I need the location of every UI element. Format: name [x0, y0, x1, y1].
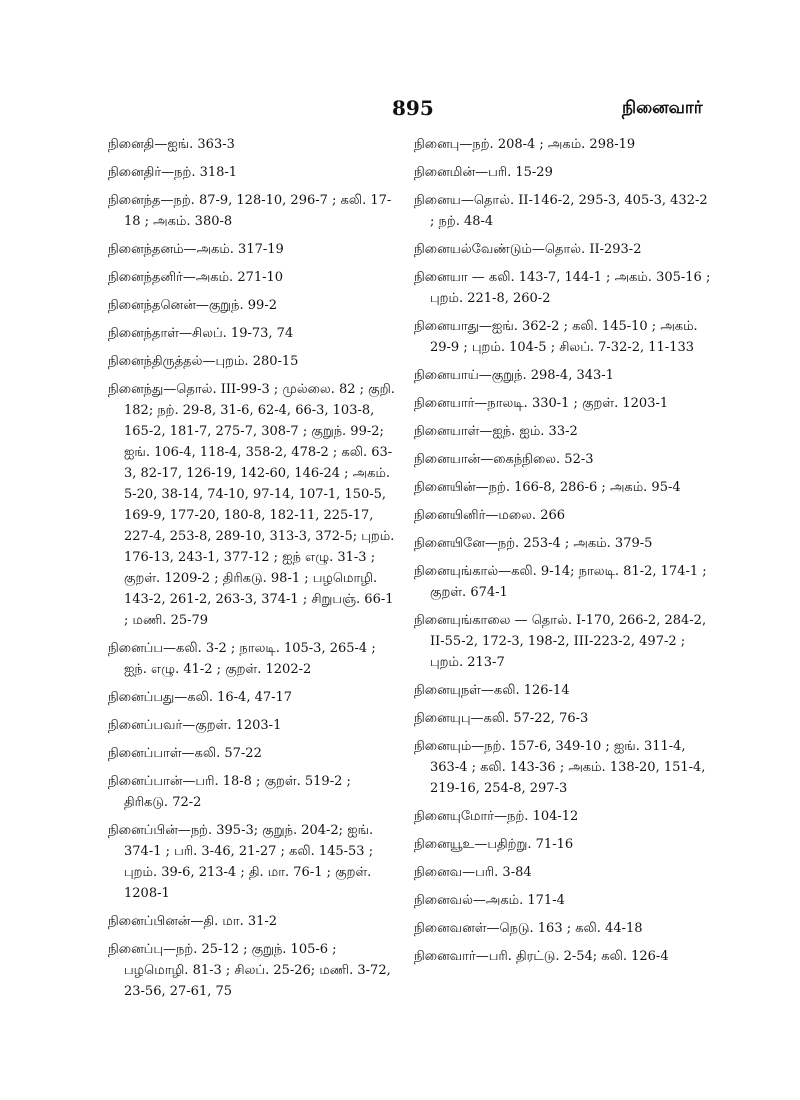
entry-headword: நினைப்பவர்—: [108, 718, 196, 733]
entry-references: சிலப். 19-73, 74: [192, 326, 294, 341]
index-entry: [414, 806, 714, 827]
index-entry: [108, 162, 398, 183]
entry-headword: நினைவனள்—: [414, 921, 500, 936]
index-entry: [414, 421, 714, 442]
entry-headword: நினைப்பான்—: [108, 774, 196, 789]
index-entry: [108, 134, 398, 155]
entry-references: கலி. 3-2 ; நாலடி. 105-3, 265-4 ; ஐந். எழு. 41-2 ; குறள். 1202-2: [124, 641, 376, 677]
entry-references: கலி. 9-14; நாலடி. 81-2, 174-1 ; குறள். 674-1: [430, 564, 707, 600]
entry-headword: நினையினே—: [414, 536, 498, 551]
entry-references: கைந்நிலை. 52-3: [493, 452, 594, 467]
entry-references: ஐங். 362-2 ; கலி. 145-10 ; அகம். 29-9 ; புறம். 104-5 ; சிலப். 7-32-2, 11-133: [430, 319, 698, 355]
entry-headword: நினைப்பது—: [108, 690, 188, 705]
entry-headword: நினைய—: [414, 193, 474, 208]
entry-references: ஐங். 363-3: [167, 137, 235, 152]
entry-references: தொல். III-99-3 ; முல்லை. 82 ; குறி. 182; நற். 29-8, 31-6, 62-4, 66-3, 103-8, 165-2, 181-7, 275-7, 308-7 ; குறுந். 99-2; ஐங். 106-4, 118-4, 358-2, 478-2 ; கலி. 63-3, 82-17, 126-19, 142-60, 146-24 ; அகம். 5-20, 38-14, 74-10, 97-14, 107-1, 150-5, 169-9, 177-20, 180-8, 182-11, 225-17, 227-4, 253-8, 289-10, 313-3, 372-5; புறம். 176-13, 243-1, 377-12 ; ஐந் எழு. 31-3 ; குறள். 1209-2 ; திரிகடு. 98-1 ; பழமொழி. 143-2, 261-2, 263-3, 374-1 ; சிறுபஞ். 66-1 ; மணி. 25-79: [124, 382, 395, 628]
entry-headword: நினையாய்—: [414, 368, 492, 383]
entry-headword: நினைப்ப—: [108, 641, 177, 656]
entry-references: தி. மா. 31-2: [203, 914, 278, 929]
entry-headword: நினையா —: [414, 270, 489, 285]
index-entry: [414, 834, 714, 855]
entry-references: கலி. 57-22: [194, 746, 262, 761]
entry-headword: நினைந்திருத்தல்—: [108, 354, 216, 369]
entry-references: பரி. 3-84: [475, 865, 532, 880]
entry-references: நற். 208-4 ; அகம். 298-19: [472, 137, 636, 152]
entry-headword: நினைந்தனம்—: [108, 242, 197, 257]
entry-references: பரி. 18-8 ; குறள். 519-2 ; திரிகடு. 72-2: [124, 774, 351, 810]
entry-headword: நினைப்பின்—: [108, 823, 191, 838]
entry-headword: நினைதி—: [108, 137, 168, 152]
entry-references: கலி. 126-14: [493, 683, 570, 698]
entry-headword: நினையாது—: [414, 319, 492, 334]
entry-headword: நினையல்வேண்டும்—: [414, 242, 545, 257]
entry-headword: நினையுநள்—: [414, 683, 494, 698]
index-entry: [108, 190, 398, 232]
entry-references: நற். 25-12 ; குறுந். 105-6 ; பழமொழி. 81-3 ; சிலப். 25-26; மணி. 3-72, 23-56, 27-61, 75: [124, 942, 391, 999]
index-entry: [108, 295, 398, 316]
entry-references: கலி. 143-7, 144-1 ; அகம். 305-16 ; புறம். 221-8, 260-2: [430, 270, 711, 306]
entry-references: நற். 253-4 ; அகம். 379-5: [497, 536, 653, 551]
index-entry: [414, 393, 714, 414]
entry-references: அகம். 271-10: [195, 270, 284, 285]
index-entry: [108, 687, 398, 708]
index-entry: [108, 267, 398, 288]
index-entry: [414, 477, 714, 498]
index-entry: [414, 505, 714, 526]
index-entry: [108, 638, 398, 680]
index-entry: [414, 561, 714, 603]
index-entry: [414, 610, 714, 673]
entry-references: அகம். 171-4: [485, 893, 565, 908]
entry-headword: நினைந்த—: [108, 193, 174, 208]
index-entry: [414, 890, 714, 911]
entry-references: தொல். I-170, 266-2, 284-2, II-55-2, 172-3, 198-2, III-223-2, 497-2 ; புறம். 213-7: [430, 613, 707, 670]
entry-headword: நினைபு—: [414, 137, 473, 152]
entry-headword: நினைந்தனிர்—: [108, 270, 196, 285]
index-entry: [108, 379, 398, 631]
index-entry: [414, 449, 714, 470]
right-column: [414, 134, 714, 974]
entry-references: கலி. 57-22, 76-3: [483, 711, 589, 726]
index-entry: [108, 715, 398, 736]
entry-headword: நினையூஉ—: [414, 837, 488, 852]
index-entry: [108, 351, 398, 372]
entry-references: அகம். 317-19: [196, 242, 284, 257]
entry-references: மலை. 266: [498, 508, 566, 523]
entry-references: பதிற்று. 71-16: [487, 837, 574, 852]
entry-headword: நினைந்தனென்—: [108, 298, 209, 313]
entry-headword: நினையுமோர்—: [414, 809, 508, 824]
entry-references: ஐந். ஐம். 33-2: [492, 424, 578, 439]
entry-headword: நினைமின்—: [414, 165, 489, 180]
index-entry: [108, 771, 398, 813]
entry-references: தொல். II-293-2: [544, 242, 642, 257]
entry-references: குறுந். 99-2: [208, 298, 277, 313]
entry-headword: நினைப்பினன்—: [108, 914, 204, 929]
entry-references: குறள். 1203-1: [195, 718, 282, 733]
entry-headword: நினைப்பு—: [108, 942, 177, 957]
index-entry: [414, 365, 714, 386]
index-entry: [414, 862, 714, 883]
entry-references: நற். 157-6, 349-10 ; ஐங். 311-4, 363-4 ; கலி. 143-36 ; அகம். 138-20, 151-4, 219-16, 254-8, 297-3: [430, 739, 706, 796]
index-entry: [414, 918, 714, 939]
entry-headword: நினையினிர்—: [414, 508, 499, 523]
entry-headword: நினையின்—: [414, 480, 489, 495]
index-entry: [414, 533, 714, 554]
index-entry: [108, 743, 398, 764]
entry-headword: நினையுபு—: [414, 711, 484, 726]
index-entry: [108, 323, 398, 344]
entry-references: நாலடி. 330-1 ; குறள். 1203-1: [487, 396, 669, 411]
entry-references: நற். 104-12: [507, 809, 579, 824]
index-entry: [414, 736, 714, 799]
index-entry: [414, 680, 714, 701]
entry-headword: நினையுங்கால்—: [414, 564, 512, 579]
entry-references: நற். 395-3; குறுந். 204-2; ஐங். 374-1 ; பரி. 3-46, 21-27 ; கலி. 145-53 ; புறம். 39-6, 213-4 ; தி. மா. 76-1 ; குறள். 1208-1: [124, 823, 374, 901]
entry-references: புறம். 280-15: [215, 354, 299, 369]
entry-headword: நினைந்து—: [108, 382, 177, 397]
entry-references: நற். 87-9, 128-10, 296-7 ; கலி. 17-18 ; அகம். 380-8: [124, 193, 392, 229]
entry-references: தொல். II-146-2, 295-3, 405-3, 432-2 ; நற். 48-4: [430, 193, 708, 229]
left-column: [108, 134, 398, 1009]
entry-headword: நினையும்—: [414, 739, 485, 754]
index-entry: [414, 239, 714, 260]
index-entry: [414, 134, 714, 155]
entry-references: குறுந். 298-4, 343-1: [491, 368, 614, 383]
index-entry: [414, 946, 714, 967]
entry-references: கலி. 16-4, 47-17: [187, 690, 293, 705]
entry-references: பரி. திரட்டு. 2-54; கலி. 126-4: [488, 949, 669, 964]
entry-headword: நினையுங்காலை —: [414, 613, 532, 628]
index-entry: [108, 911, 398, 932]
entry-references: பரி. 15-29: [488, 165, 553, 180]
index-entry: [108, 939, 398, 1002]
index-entry: [414, 190, 714, 232]
entry-references: நெடு. 163 ; கலி. 44-18: [499, 921, 643, 936]
index-entry: [414, 316, 714, 358]
entry-headword: நினைவ—: [414, 865, 476, 880]
index-entry: [414, 162, 714, 183]
index-entry: [414, 708, 714, 729]
entry-headword: நினையாள்—: [414, 424, 493, 439]
entry-headword: நினையார்—: [414, 396, 488, 411]
entry-headword: நினையான்—: [414, 452, 494, 467]
entry-headword: நினைதிர்—: [108, 165, 175, 180]
entry-references: நற். 166-8, 286-6 ; அகம். 95-4: [488, 480, 681, 495]
running-head: நினைவார்: [622, 98, 703, 118]
page-number: 895: [392, 96, 434, 120]
entry-headword: நினைவார்—: [414, 949, 489, 964]
entry-references: நற். 318-1: [174, 165, 238, 180]
index-entry: [108, 820, 398, 904]
index-entry: [414, 267, 714, 309]
entry-headword: நினைவல்—: [414, 893, 486, 908]
entry-headword: நினைந்தாள்—: [108, 326, 193, 341]
entry-headword: நினைப்பாள்—: [108, 746, 195, 761]
index-entry: [108, 239, 398, 260]
